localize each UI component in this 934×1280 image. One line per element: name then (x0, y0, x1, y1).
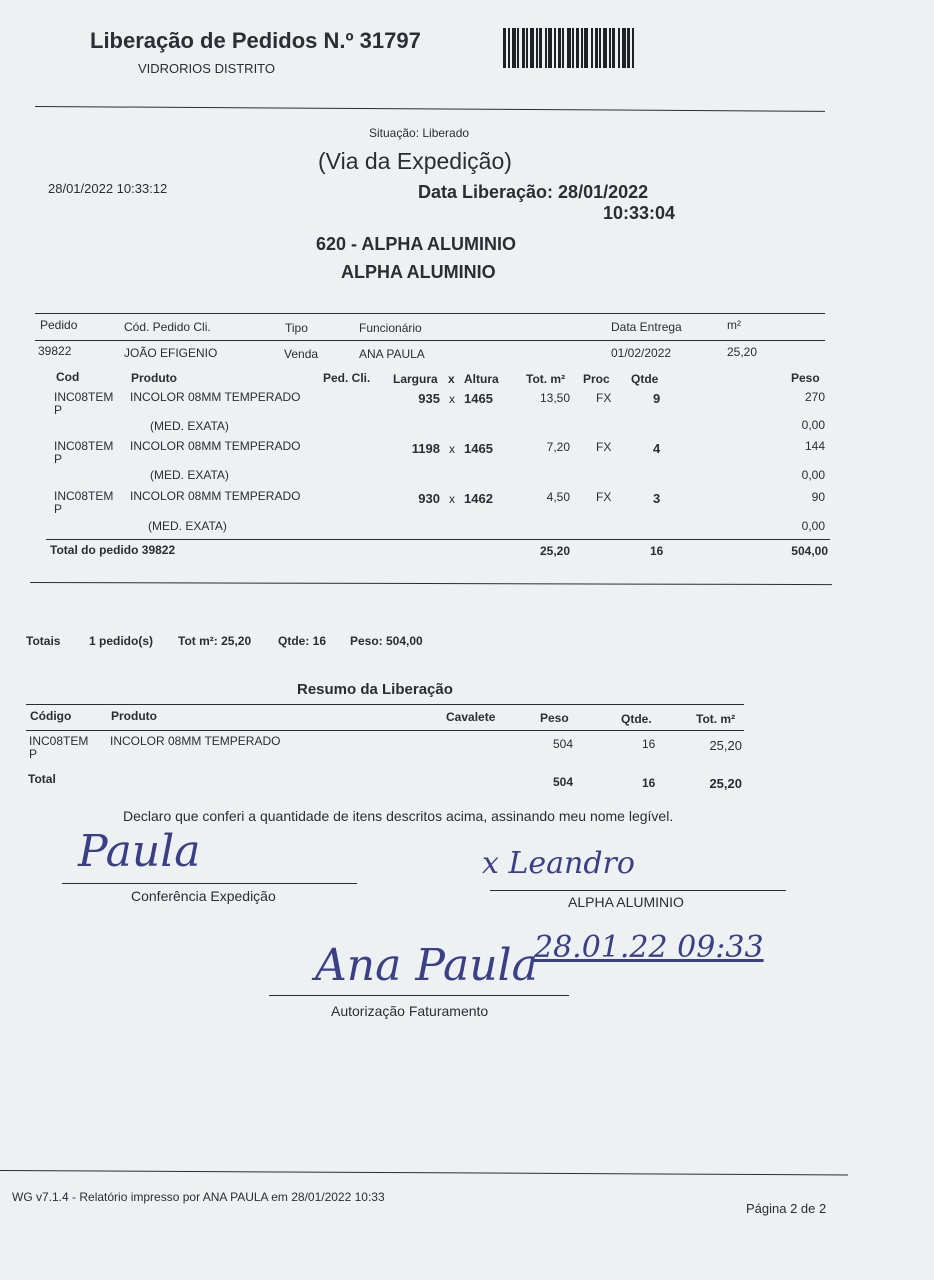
item-qtde: 4 (653, 441, 661, 456)
summary-title: Resumo da Liberação (297, 681, 453, 698)
totals-pedidos: 1 pedido(s) (89, 634, 154, 648)
item-sub: (MED. EXATA) (150, 468, 229, 482)
summary-total-qtde: 16 (642, 776, 656, 790)
item-altura: 1465 (464, 441, 493, 456)
item-x: x (449, 442, 455, 456)
item-proc: FX (596, 440, 612, 454)
item-tot-m2: 4,50 (546, 490, 570, 504)
item-largura: 935 (418, 391, 440, 406)
order-total-m2: 25,20 (539, 544, 570, 558)
item-peso: 270 (804, 390, 825, 404)
col-qtde: Qtde (631, 372, 659, 386)
item-produto: INCOLOR 08MM TEMPERADO (130, 390, 301, 404)
label-funcionario: Funcionário (359, 321, 422, 335)
company-name: VIDRORIOS DISTRITO (138, 61, 275, 76)
label-cod-pedido-cli: Cód. Pedido Cli. (124, 320, 211, 334)
value-pedido: 39822 (38, 344, 72, 358)
label-data-entrega: Data Entrega (611, 320, 682, 334)
item-x: x (449, 492, 455, 506)
value-funcionario: ANA PAULA (359, 347, 425, 361)
item-qtde: 3 (653, 491, 661, 506)
summary-produto: INCOLOR 08MM TEMPERADO (110, 734, 281, 748)
situation-text: Situação: Liberado (369, 126, 470, 140)
item-cod-cont: P (54, 403, 63, 417)
summary-codigo-cont: P (29, 747, 38, 761)
summary-codigo: INC08TEM (29, 734, 89, 748)
signature-line-conferencia (62, 883, 357, 884)
item-altura: 1462 (464, 491, 493, 506)
summary-tot-m2: 25,20 (709, 738, 742, 753)
item-altura: 1465 (464, 391, 493, 406)
summary-col-codigo: Código (30, 709, 72, 723)
col-proc: Proc (583, 372, 610, 386)
value-m2: 25,20 (727, 345, 758, 359)
totals-qtde: Qtde: 16 (278, 634, 327, 648)
summary-total-label: Total (28, 772, 56, 786)
section-divider (30, 582, 832, 585)
barcode-icon (503, 28, 639, 68)
summary-peso: 504 (553, 737, 574, 751)
handwritten-date: 28.01.22 09:33 (534, 930, 764, 965)
footer-line (0, 1170, 848, 1175)
summary-total-m2: 25,20 (709, 776, 742, 791)
order-total-qtde: 16 (650, 544, 664, 558)
signature-conferencia: Paula (78, 826, 201, 877)
item-peso: 90 (811, 490, 825, 504)
header-divider (35, 106, 825, 112)
col-produto: Produto (131, 371, 177, 385)
label-tipo: Tipo (285, 321, 308, 335)
summary-qtde: 16 (642, 737, 656, 751)
page-number: Página 2 de 2 (746, 1201, 827, 1216)
item-sub-peso: 0,00 (801, 468, 825, 482)
summary-total-peso: 504 (553, 775, 574, 789)
totals-peso: Peso: 504,00 (350, 634, 423, 648)
item-x: x (449, 392, 455, 406)
value-data-entrega: 01/02/2022 (611, 346, 672, 360)
summary-col-tot-m2: Tot. m² (696, 712, 736, 726)
summary-header-line (26, 730, 744, 731)
via-title: (Via da Expedição) (318, 148, 512, 174)
item-largura: 930 (418, 491, 440, 506)
label-m2: m² (727, 318, 741, 332)
label-autorizacao: Autorização Faturamento (331, 1003, 489, 1019)
signature-line-autorizacao (269, 995, 569, 996)
item-proc: FX (596, 490, 612, 504)
client-code-name: 620 - ALPHA ALUMINIO (316, 234, 517, 254)
item-qtde: 9 (653, 391, 661, 406)
summary-col-qtde: Qtde. (621, 712, 652, 726)
label-conferencia: Conferência Expedição (131, 888, 276, 904)
order-top-line (35, 313, 825, 314)
print-datetime: 28/01/2022 10:33:12 (48, 181, 168, 196)
value-cod-pedido-cli: JOÃO EFIGENIO (124, 346, 218, 360)
item-sub-peso: 0,00 (801, 418, 825, 432)
order-total-peso: 504,00 (791, 544, 828, 558)
order-header-line (35, 340, 825, 341)
item-produto: INCOLOR 08MM TEMPERADO (130, 489, 301, 503)
item-cod: INC08TEM (54, 390, 114, 404)
item-cod-cont: P (54, 502, 63, 516)
item-cod-cont: P (54, 452, 63, 466)
summary-top-line (26, 704, 744, 705)
total-line (46, 539, 830, 540)
item-cod: INC08TEM (54, 439, 114, 453)
summary-col-cavalete: Cavalete (446, 710, 496, 724)
col-tot-m2: Tot. m² (526, 372, 566, 386)
footer-text: WG v7.1.4 - Relatório impresso por ANA PAULA em 28/01/2022 10:33 (12, 1190, 385, 1204)
declaration-text: Declaro que conferi a quantidade de itens descritos acima, assinando meu nome legível. (123, 808, 674, 824)
release-time: 10:33:04 (603, 203, 676, 223)
summary-col-produto: Produto (111, 709, 157, 723)
col-largura: Largura (393, 372, 438, 386)
item-tot-m2: 13,50 (539, 391, 570, 405)
col-cod: Cod (56, 370, 80, 384)
item-sub-peso: 0,00 (801, 519, 825, 533)
client-name: ALPHA ALUMINIO (341, 262, 496, 282)
label-alpha: ALPHA ALUMINIO (568, 894, 684, 910)
label-pedido: Pedido (40, 318, 78, 332)
item-proc: FX (596, 391, 612, 405)
col-peso: Peso (791, 371, 820, 385)
summary-col-peso: Peso (540, 711, 569, 725)
item-sub: (MED. EXATA) (148, 519, 227, 533)
item-cod: INC08TEM (54, 489, 114, 503)
signature-line-alpha (490, 890, 786, 891)
report-title: Liberação de Pedidos N.º 31797 (90, 28, 421, 53)
signature-alpha: x Leandro (482, 846, 635, 881)
totals-label: Totais (26, 634, 61, 648)
value-tipo: Venda (284, 347, 319, 361)
col-altura: Altura (464, 372, 499, 386)
col-ped-cli: Ped. Cli. (323, 371, 371, 385)
signature-autorizacao: Ana Paula (315, 940, 538, 991)
item-largura: 1198 (411, 441, 440, 456)
item-sub: (MED. EXATA) (150, 419, 229, 433)
item-tot-m2: 7,20 (546, 440, 570, 454)
item-produto: INCOLOR 08MM TEMPERADO (130, 439, 301, 453)
order-total-label: Total do pedido 39822 (50, 543, 176, 557)
totals-m2: Tot m²: 25,20 (178, 634, 252, 648)
release-date: Data Liberação: 28/01/2022 (418, 182, 649, 202)
item-peso: 144 (804, 439, 825, 453)
col-x: x (448, 372, 455, 386)
